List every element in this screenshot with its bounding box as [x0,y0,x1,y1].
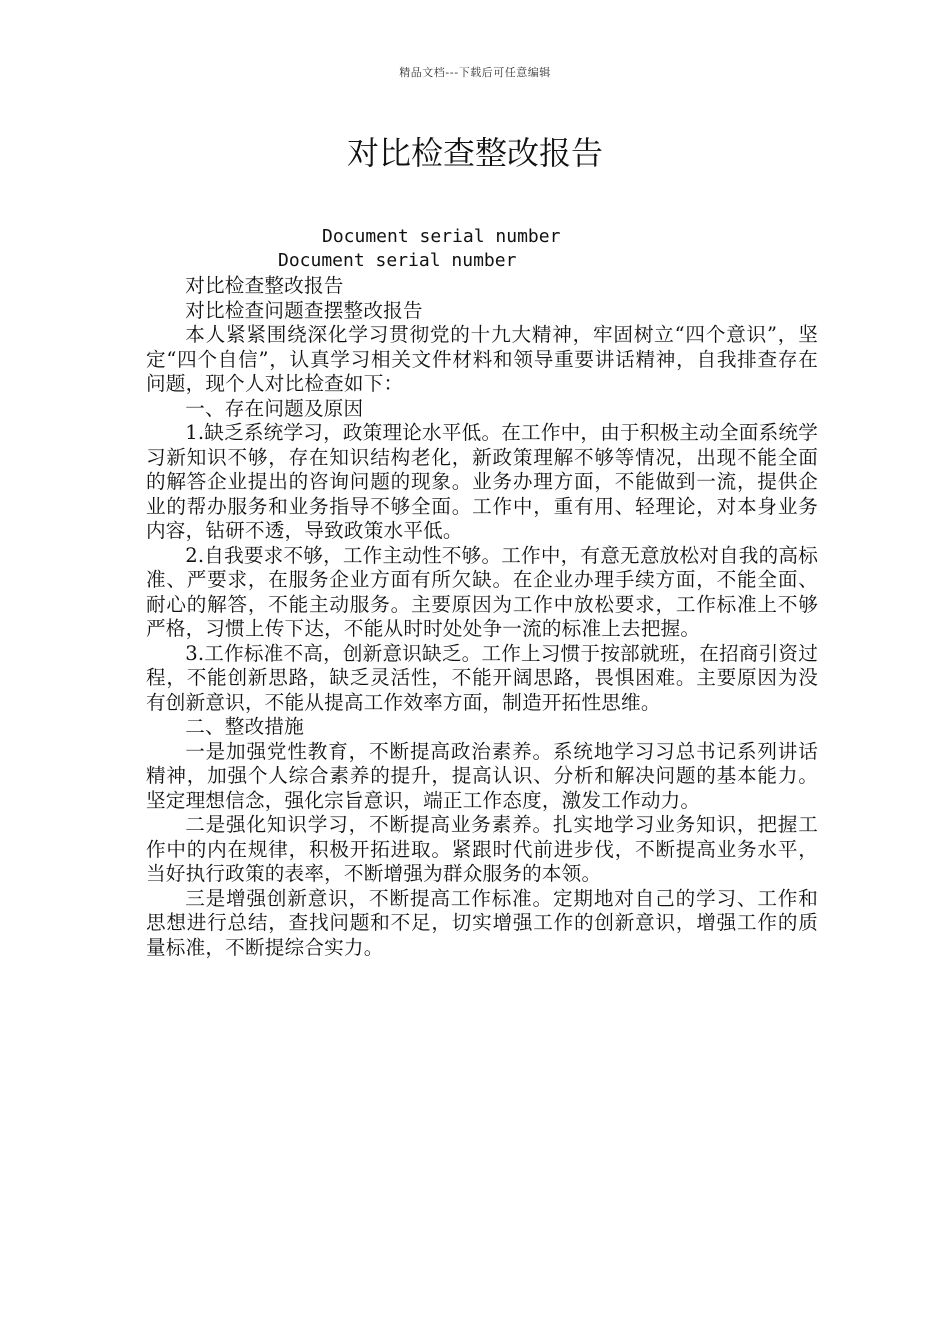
serial-number-line-2: Document serial number [278,250,517,271]
body-paragraph: 2.自我要求不够，工作主动性不够。工作中，有意无意放松对自我的高标准、严要求，在服务企业方面有所欠缺。在企业办理手续方面，不能全面、耐心的解答，不能主动服务。主要原因为工作中放松要求，工作标准上不够严格，习惯上传下达，不能从时时处处争一流的标准上去把握。 [146,543,818,640]
subtitle-paragraph: 对比检查问题查摆整改报告 [185,298,423,322]
section-heading: 二、整改措施 [185,715,304,738]
body-paragraph: 3.工作标准不高，创新意识缺乏。工作上习惯于按部就班，在招商引资过程，不能创新思路，缺乏灵活性，不能开阔思路，畏惧困难。主要原因为没有创新意识，不能从提高工作效率方面，制造开拓性思维。 [146,641,818,714]
body-paragraph: 1.缺乏系统学习，政策理论水平低。在工作中，由于积极主动全面系统学习新知识不够，存在知识结构老化，新政策理解不够等情况，出现不能全面的解答企业提出的咨询问题的现象。业务办理方面，不能做到一流，提供企业的帮办服务和业务指导不够全面。工作中，重有用、轻理论，对本身业务内容，钻研不透，导致政策水平低。 [146,421,818,542]
serial-number-line-1: Document serial number [322,226,561,247]
document-title: 对比检查整改报告 [346,134,603,172]
body-paragraph: 三是增强创新意识，不断提高工作标准。定期地对自己的学习、工作和思想进行总结，查找问题和不足，切实增强工作的创新意识，增强工作的质量标准，不断提综合实力。 [146,886,818,959]
subtitle-paragraph: 对比检查整改报告 [185,274,344,297]
section-heading: 一、存在问题及原因 [185,396,364,420]
body-paragraph: 二是强化知识学习，不断提高业务素养。扎实地学习业务知识，把握工作中的内在规律，积极开拓进取。紧跟时代前进步伐，不断提高业务水平，当好执行政策的表率，不断增强为群众服务的本领。 [146,813,818,885]
intro-paragraph: 本人紧紧围绕深化学习贯彻党的十九大精神，牢固树立“四个意识”，坚定“四个自信”，认真学习相关文件材料和领导重要讲话精神，自我排查存在问题，现个人对比检查如下： [146,323,818,395]
document-body [146,274,818,960]
body-paragraph: 一是加强党性教育，不断提高政治素养。系统地学习习总书记系列讲话精神，加强个人综合素养的提升，提高认识、分析和解决问题的基本能力。坚定理想信念，强化宗旨意识，端正工作态度，激发工作动力。 [146,739,818,812]
header-note: 精品文档---下载后可任意编辑 [399,66,551,79]
